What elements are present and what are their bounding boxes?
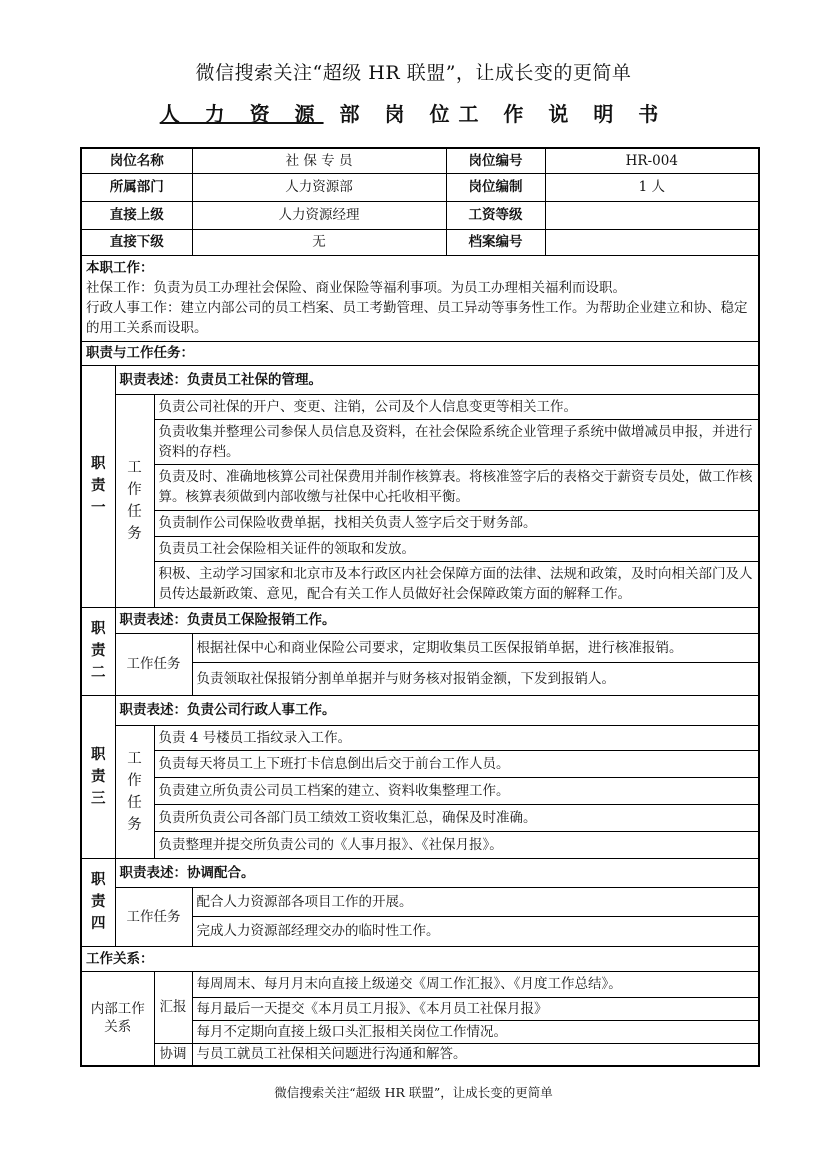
duty3-task-item: 负责每天将员工上下班打卡信息倒出后交于前台工作人员。	[154, 750, 759, 777]
duty3-description: 职责表述：负责公司行政人事工作。	[115, 695, 759, 725]
headcount-label: 岗位编制	[446, 173, 545, 201]
salary-value	[545, 201, 759, 229]
duty1-label: 职 责 一	[81, 365, 115, 607]
relations-title: 工作关系：	[81, 946, 759, 971]
duty2-task-label: 工作任务	[115, 633, 192, 695]
duty4-label: 职 责 四	[81, 858, 115, 946]
tasks-section-title: 职责与工作任务：	[81, 341, 759, 365]
duty1-task-label: 工 作 任 务	[115, 394, 154, 607]
post-name-value: 社 保 专 员	[192, 148, 446, 173]
duty2-task-item: 负责领取社保报销分割单单据并与财务核对报销金额，下发到报销人。	[192, 662, 759, 695]
post-name-label: 岗位名称	[81, 148, 192, 173]
duty-scope-admin: 行政人事工作：建立内部公司的员工档案、员工考勤管理、员工异动等事务性工作。为帮助企业建立和协、稳定的用工关系而设职。	[86, 300, 748, 336]
report-item: 每月不定期向直接上级口头汇报相关岗位工作情况。	[192, 1020, 759, 1043]
document-title	[0, 98, 827, 127]
headcount-value: 1 人	[545, 173, 759, 201]
post-no-label: 岗位编号	[446, 148, 545, 173]
duty2-label: 职 责 二	[81, 607, 115, 695]
duty-scope-cell	[81, 255, 759, 341]
report-item: 每周周末、每月月末向直接上级递交《周工作汇报》、《月度工作总结》。	[192, 971, 759, 997]
archive-value	[545, 229, 759, 255]
duty3-task-item: 负责所负责公司各部门员工绩效工资收集汇总，确保及时准确。	[154, 804, 759, 831]
duty3-task-label: 工 作 任 务	[115, 725, 154, 858]
superior-value: 人力资源经理	[192, 201, 446, 229]
internal-relations-label: 内部工作关系	[81, 971, 154, 1066]
subordinate-value: 无	[192, 229, 446, 255]
duty1-task-item: 负责收集并整理公司参保人员信息及资料，在社会保险系统企业管理子系统中做增减员申报，并进行资料的存档。	[154, 419, 759, 464]
duty2-description: 职责表述：负责员工保险报销工作。	[115, 607, 759, 633]
duty3-task-item: 负责 4 号楼员工指纹录入工作。	[154, 725, 759, 750]
post-no-value: HR-004	[545, 148, 759, 173]
duty4-task-label: 工作任务	[115, 887, 192, 946]
archive-label: 档案编号	[446, 229, 545, 255]
duty1-task-item: 负责制作公司保险收费单据，找相关负责人签字后交于财务部。	[154, 510, 759, 536]
job-description-table	[80, 147, 760, 1067]
duty2-task-item: 根据社保中心和商业保险公司要求，定期收集员工医保报销单据，进行核准报销。	[192, 633, 759, 662]
superior-label: 直接上级	[81, 201, 192, 229]
dept-value: 人力资源部	[192, 173, 446, 201]
subordinate-label: 直接下级	[81, 229, 192, 255]
duty1-description: 职责表述：负责员工社保的管理。	[115, 365, 759, 394]
title-department: 人 力 资 源	[159, 102, 324, 126]
report-label: 汇报	[154, 971, 192, 1043]
duty3-task-item: 负责整理并提交所负责公司的《人事月报》、《社保月报》。	[154, 831, 759, 858]
duty3-label: 职 责 三	[81, 695, 115, 858]
page-footer-text: 微信搜索关注“超级 HR 联盟”，让成长变的更简单	[274, 1085, 553, 1100]
duty-scope-social: 社保工作：负责为员工办理社会保险、商业保险等福利事项。为员工办理相关福利而设职。	[86, 280, 626, 296]
duty1-task-item: 负责及时、准确地核算公司社保费用并制作核算表。将核准签字后的表格交于薪资专员处，做工作核算。核算表须做到内部收缴与社保中心托收相平衡。	[154, 464, 759, 510]
duty4-task-item: 完成人力资源部经理交办的临时性工作。	[192, 916, 759, 946]
coord-item: 与员工就员工社保相关问题进行沟通和解答。	[192, 1043, 759, 1066]
duty-scope-title: 本职工作：	[86, 260, 154, 276]
duty1-task-item: 积极、主动学习国家和北京市及本行政区内社会保障方面的法律、法规和政策，及时向相关部门及人员传达最新政策、意见，配合有关工作人员做好社会保障政策方面的解释工作。	[154, 561, 759, 607]
duty4-task-item: 配合人力资源部各项目工作的开展。	[192, 887, 759, 916]
duty1-task-item: 负责公司社保的开户、变更、注销，公司及个人信息变更等相关工作。	[154, 394, 759, 419]
duty3-task-item: 负责建立所负责公司员工档案的建立、资料收集整理工作。	[154, 777, 759, 804]
salary-label: 工资等级	[446, 201, 545, 229]
dept-label: 所属部门	[81, 173, 192, 201]
coord-label: 协调	[154, 1043, 192, 1066]
report-item: 每月最后一天提交《本月员工月报》、《本月员工社保月报》	[192, 997, 759, 1020]
duty1-task-item: 负责员工社会保险相关证件的领取和发放。	[154, 536, 759, 561]
page-header-text: 微信搜索关注“超级 HR 联盟”，让成长变的更简单	[195, 62, 632, 84]
duty4-description: 职责表述：协调配合。	[115, 858, 759, 887]
title-suffix: 部 岗 位工 作 说 明 书	[339, 102, 668, 126]
